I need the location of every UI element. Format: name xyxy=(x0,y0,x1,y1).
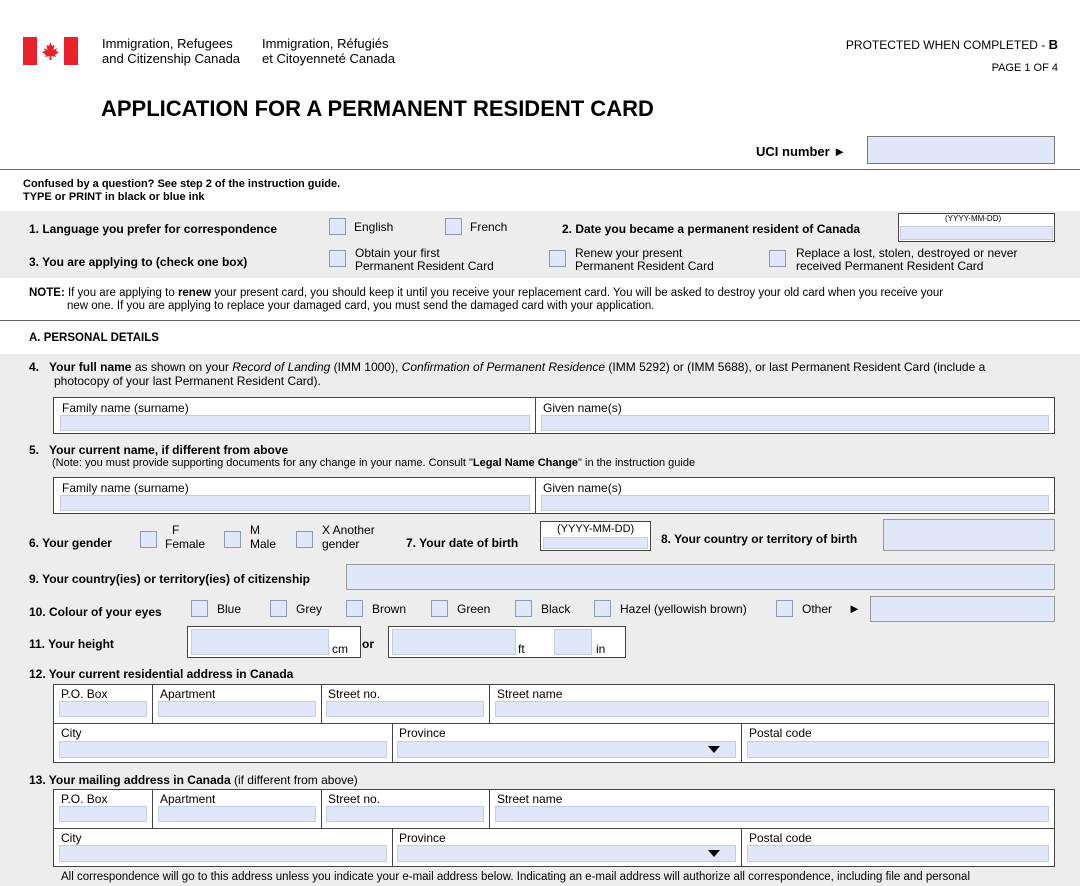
res-apartment-input[interactable] xyxy=(158,701,316,717)
q3-label: 3. You are applying to (check one box) xyxy=(29,255,248,269)
mail-apartment-label: Apartment xyxy=(160,792,216,806)
divider xyxy=(0,169,1080,170)
eye-blue-label: Blue xyxy=(217,602,242,616)
country-of-birth-input[interactable] xyxy=(883,519,1055,551)
cm-label: cm xyxy=(332,642,348,656)
uci-label: UCI number ► xyxy=(756,144,847,159)
divider xyxy=(321,789,322,828)
agency-name-en-line2: and Citizenship Canada xyxy=(102,51,241,66)
height-cm-input[interactable] xyxy=(191,629,329,655)
obtain-first-line1: Obtain your first xyxy=(355,246,440,260)
mail-street-name-input[interactable] xyxy=(495,806,1049,822)
mail-street-no-label: Street no. xyxy=(328,792,381,806)
gender-female-checkbox[interactable] xyxy=(140,531,157,548)
eye-black-checkbox[interactable] xyxy=(515,600,532,617)
instruction-line-1: Confused by a question? See step 2 of the instruction guide. xyxy=(23,178,341,190)
english-label: English xyxy=(354,220,394,234)
replace-line2: received Permanent Resident Card xyxy=(796,259,984,273)
eye-brown-checkbox[interactable] xyxy=(346,600,363,617)
canada-flag-icon xyxy=(23,37,78,65)
mail-province-label: Province xyxy=(399,831,446,845)
section-a-heading: A. PERSONAL DETAILS xyxy=(29,332,159,344)
res-po-box-label: P.O. Box xyxy=(61,687,108,701)
replace-line1: Replace a lost, stolen, destroyed or never xyxy=(796,246,1018,260)
divider xyxy=(321,684,322,723)
divider xyxy=(535,477,536,514)
q9-label: 9. Your country(ies) or territory(ies) of citizenship xyxy=(29,572,310,586)
q4-label-line2: photocopy of your last Permanent Resident Card). xyxy=(54,374,321,388)
obtain-first-checkbox[interactable] xyxy=(329,250,346,267)
divider xyxy=(53,828,1055,829)
protected-notice: PROTECTED WHEN COMPLETED - B xyxy=(845,37,1058,52)
divider xyxy=(392,723,393,763)
res-po-box-input[interactable] xyxy=(59,701,147,717)
gender-f-label: F xyxy=(172,523,180,537)
divider xyxy=(535,397,536,434)
renew-checkbox[interactable] xyxy=(549,250,566,267)
res-province-select[interactable] xyxy=(397,741,736,758)
divider xyxy=(0,320,1080,321)
mail-city-label: City xyxy=(61,831,82,845)
res-street-no-input[interactable] xyxy=(326,701,484,717)
replace-checkbox[interactable] xyxy=(769,250,786,267)
mail-po-box-input[interactable] xyxy=(59,806,147,822)
q5-label: 5. Your current name, if different from above xyxy=(29,443,289,457)
gender-x-label: X Another xyxy=(322,523,375,537)
gender-male-label: Male xyxy=(250,537,277,551)
in-label: in xyxy=(596,642,606,656)
res-street-name-input[interactable] xyxy=(495,701,1049,717)
q13-label: 13. Your mailing address in Canada (if different from above) xyxy=(29,773,358,787)
dob-input[interactable] xyxy=(543,537,648,549)
agency-name-fr-line1: Immigration, Réfugiés xyxy=(262,36,389,51)
obtain-first-line2: Permanent Resident Card xyxy=(355,259,494,273)
eye-blue-checkbox[interactable] xyxy=(191,600,208,617)
pr-date-format: (YYYY-MM-DD) xyxy=(945,214,1002,223)
eye-grey-label: Grey xyxy=(296,602,323,616)
divider xyxy=(152,684,153,723)
renew-line1: Renew your present xyxy=(575,246,683,260)
agency-name-fr-line2: et Citoyenneté Canada xyxy=(262,51,395,66)
res-postal-label: Postal code xyxy=(749,726,812,740)
mail-street-name-label: Street name xyxy=(497,792,563,806)
or-label: or xyxy=(362,637,374,651)
q7-label: 7. Your date of birth xyxy=(406,536,519,550)
note-line-1: NOTE: If you are applying to renew your present card, you should keep it until you receive your replacement card. You will be asked to destroy your old card when you receive your xyxy=(29,287,944,299)
mail-city-input[interactable] xyxy=(59,845,387,862)
res-province-label: Province xyxy=(399,726,446,740)
chevron-down-icon[interactable] xyxy=(708,850,720,857)
q5-given-name-input[interactable] xyxy=(541,495,1049,511)
mail-street-no-input[interactable] xyxy=(326,806,484,822)
eye-hazel-label: Hazel (yellowish brown) xyxy=(620,602,747,616)
gender-female-label: Female xyxy=(165,537,206,551)
pr-date-input[interactable] xyxy=(900,226,1053,240)
eye-other-label: Other xyxy=(802,602,833,616)
q1-label: 1. Language you prefer for correspondence xyxy=(29,222,278,236)
citizenship-input[interactable] xyxy=(346,564,1055,590)
agency-name-en-line1: Immigration, Refugees xyxy=(102,36,233,51)
q4-given-label: Given name(s) xyxy=(543,401,622,415)
eye-hazel-checkbox[interactable] xyxy=(594,600,611,617)
eye-black-label: Black xyxy=(541,602,571,616)
eye-green-label: Green xyxy=(457,602,491,616)
eye-other-input[interactable] xyxy=(870,596,1055,622)
height-ft-input[interactable] xyxy=(392,629,516,655)
eye-brown-label: Brown xyxy=(372,602,407,616)
q5-given-label: Given name(s) xyxy=(543,481,622,495)
divider xyxy=(53,723,1055,724)
chevron-down-icon[interactable] xyxy=(708,746,720,753)
q4-label-line1: 4. Your full name as shown on your Record of Landing (IMM 1000), Confirmation of Permanent Residence (IMM 5292) or (IMM 5688), or last Permanent Resident Card (include a xyxy=(29,360,986,374)
q6-label: 6. Your gender xyxy=(29,536,112,550)
mail-apartment-input[interactable] xyxy=(158,806,316,822)
dob-format: (YYYY-MM-DD) xyxy=(557,523,635,535)
q4-family-name-input[interactable] xyxy=(60,415,530,431)
q10-label: 10. Colour of your eyes xyxy=(29,605,162,619)
res-apartment-label: Apartment xyxy=(160,687,216,701)
gender-male-checkbox[interactable] xyxy=(224,531,241,548)
q8-label: 8. Your country or territory of birth xyxy=(661,532,858,546)
divider xyxy=(489,789,490,828)
gender-another-label: gender xyxy=(322,537,360,551)
gender-m-label: M xyxy=(250,523,260,537)
mail-postal-label: Postal code xyxy=(749,831,812,845)
correspondence-notice: All correspondence will go to this address unless you indicate your e-mail address below. Indicating an e-mail address will authorize all correspondence, including file and personal xyxy=(61,871,970,883)
divider xyxy=(741,723,742,763)
mail-po-box-label: P.O. Box xyxy=(61,792,108,806)
renew-line2: Permanent Resident Card xyxy=(575,259,714,273)
res-street-no-label: Street no. xyxy=(328,687,381,701)
page-title: APPLICATION FOR A PERMANENT RESIDENT CARD xyxy=(101,96,654,121)
english-checkbox[interactable] xyxy=(329,218,346,235)
french-checkbox[interactable] xyxy=(445,218,462,235)
divider xyxy=(392,828,393,867)
q12-label: 12. Your current residential address in Canada xyxy=(29,667,294,681)
gender-x-checkbox[interactable] xyxy=(296,531,313,548)
q2-label: 2. Date you became a permanent resident of Canada xyxy=(562,222,861,236)
q5-family-label: Family name (surname) xyxy=(62,481,189,495)
res-city-input[interactable] xyxy=(59,741,387,758)
q11-label: 11. Your height xyxy=(29,637,114,651)
divider xyxy=(741,828,742,867)
q4-family-label: Family name (surname) xyxy=(62,401,189,415)
eye-green-checkbox[interactable] xyxy=(431,600,448,617)
french-label: French xyxy=(470,220,508,234)
height-in-input[interactable] xyxy=(554,629,592,655)
uci-number-input[interactable] xyxy=(867,136,1055,164)
mail-province-select[interactable] xyxy=(397,845,736,862)
res-city-label: City xyxy=(61,726,82,740)
q4-given-name-input[interactable] xyxy=(541,415,1049,431)
arrow-right-icon: ► xyxy=(848,601,861,616)
divider xyxy=(489,684,490,723)
page-number: PAGE 1 OF 4 xyxy=(991,62,1058,74)
res-street-name-label: Street name xyxy=(497,687,563,701)
mail-postal-code-input[interactable] xyxy=(747,845,1049,862)
q5-family-name-input[interactable] xyxy=(60,495,530,511)
eye-other-checkbox[interactable] xyxy=(776,600,793,617)
note-line-2: new one. If you are applying to replace your damaged card, you must send the damaged card with your application. xyxy=(67,300,655,312)
divider xyxy=(152,789,153,828)
res-postal-code-input[interactable] xyxy=(747,741,1049,758)
instruction-line-2: TYPE or PRINT in black or blue ink xyxy=(23,191,205,203)
ft-label: ft xyxy=(518,642,525,656)
eye-grey-checkbox[interactable] xyxy=(270,600,287,617)
q5-note: (Note: you must provide supporting documents for any change in your name. Consult "Legal Name Change" in the instruction guide xyxy=(52,457,696,469)
